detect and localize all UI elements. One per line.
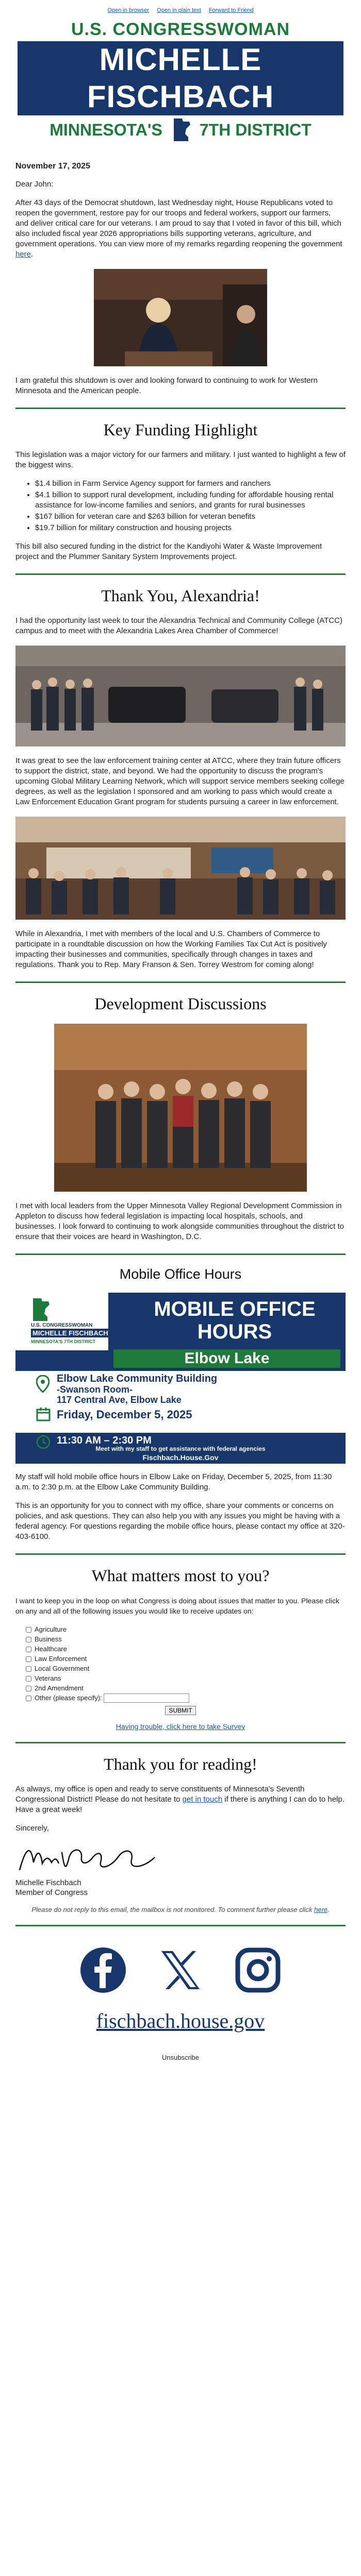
funding-intro: This legislation was a major victory for our farmers and military. I just wanted to highlight a few of the biggest wins. xyxy=(15,450,346,469)
flyer-venue: Elbow Lake Community Building xyxy=(57,1373,218,1384)
district-left-text: MINNESOTA'S xyxy=(50,120,162,139)
survey-option[interactable]: Veterans xyxy=(15,1673,346,1683)
survey-option[interactable]: Agriculture xyxy=(15,1624,346,1634)
location-pin-icon xyxy=(36,1375,50,1393)
section-divider xyxy=(15,573,346,575)
office-hours-title: Mobile Office Hours xyxy=(119,1266,242,1282)
appleton-group-photo xyxy=(54,1024,307,1192)
survey-title: What matters most to you? xyxy=(91,1566,270,1585)
list-item: • $167 billion for veteran care and $263 billion for veteran benefits xyxy=(35,512,346,522)
funding-closing: This bill also secured funding in the district for the Kandiyohi Water & Waste Improvement project and the Plummer Sanitary System Improvements project. xyxy=(15,542,322,561)
flyer-logo-district: MINNESOTA'S 7TH DISTRICT xyxy=(31,1339,95,1344)
flyer-site: Fischbach.House.Gov xyxy=(142,1453,219,1462)
development-title: Development Discussions xyxy=(94,994,267,1013)
list-item: • $4.1 billion to support rural development, including funding for affordable housing rental assistance for low-income families and seniors, and grants for rural businesses xyxy=(35,490,346,511)
closing-title: Thank you for reading! xyxy=(104,1755,257,1773)
veterans-checkbox[interactable] xyxy=(26,1676,31,1682)
alexandria-paragraph-2: It was great to see the law enforcement training center at ATCC, where they train future officers to support the district, state, and beyond. We had the opportunity to discuss the program's upcoming Global Military Learning Network, which will support service members seeking college degrees, as well as the legislation I sponsored and am working to pass which would create a Law Enforcement Education Grant program for students pursuing a career in law enforcement. xyxy=(15,756,344,806)
top-links xyxy=(0,0,361,18)
funding-title: Key Funding Highlight xyxy=(103,420,258,439)
survey-option[interactable]: Healthcare xyxy=(15,1644,346,1654)
flyer-headline: MOBILE OFFICE HOURS xyxy=(154,1298,316,1343)
flyer-town: Elbow Lake xyxy=(113,1349,340,1368)
minnesota-map-icon xyxy=(30,1297,51,1323)
training-center-photo xyxy=(15,646,346,747)
section-divider xyxy=(15,1253,346,1255)
alexandria-paragraph-1: I had the opportunity last week to tour the Alexandria Technical and Community College (ATCC) campus and to meet with the Alexandria Lakes Area Chamber of Commerce! xyxy=(15,616,342,635)
funding-list xyxy=(29,479,346,533)
remarks-link[interactable]: here xyxy=(15,250,31,259)
no-reply-note: Please do not reply to this email, the mailbox is not monitored. To comment further please click here. xyxy=(31,1906,330,1913)
minnesota-map-icon xyxy=(171,118,191,141)
survey-form xyxy=(15,1624,346,1731)
calendar-icon xyxy=(36,1407,51,1421)
intro-after-photo: I am grateful this shutdown is over and looking forward to continuing to work for Western Minnesota and the American people. xyxy=(15,376,318,395)
open-plain-text-link[interactable]: Open in plain text xyxy=(157,7,201,13)
instagram-icon[interactable] xyxy=(235,1947,281,1993)
comment-link[interactable]: here xyxy=(314,1906,328,1913)
flyer-logo-line1: U.S. CONGRESSWOMAN xyxy=(31,1323,93,1328)
flyer-address: 117 Central Ave, Elbow Lake xyxy=(57,1395,182,1405)
survey-option[interactable]: Other (please specify): xyxy=(15,1693,346,1703)
x-icon[interactable] xyxy=(157,1947,204,1993)
flyer-room: -Swanson Room- xyxy=(57,1384,133,1395)
survey-option[interactable]: 2nd Amendment xyxy=(15,1683,346,1693)
flyer-time: 11:30 AM – 2:30 PM xyxy=(57,1435,152,1446)
list-item: • $19.7 billion for military construction and housing projects xyxy=(35,523,346,533)
law-enforcement-checkbox[interactable] xyxy=(26,1656,31,1662)
section-divider xyxy=(15,1925,346,1926)
header-name: MICHELLE FISCHBACH xyxy=(18,41,343,115)
survey-trouble-link[interactable]: Having trouble, click here to take Survey xyxy=(116,1722,245,1731)
flyer-date: Friday, December 5, 2025 xyxy=(57,1408,192,1421)
survey-option[interactable]: Local Government xyxy=(15,1664,346,1673)
district-right-text: 7TH DISTRICT xyxy=(199,120,311,139)
roundtable-photo xyxy=(15,817,346,920)
section-divider xyxy=(15,1742,346,1743)
newsletter-date: November 17, 2025 xyxy=(15,162,90,171)
survey-option[interactable]: Law Enforcement xyxy=(15,1654,346,1664)
signer-name: Michelle Fischbach xyxy=(15,1878,81,1887)
house-floor-photo xyxy=(94,269,267,366)
flyer-cta: Meet with my staff to get assistance with federal agencies xyxy=(95,1445,266,1452)
agriculture-checkbox[interactable] xyxy=(26,1627,31,1633)
facebook-icon[interactable] xyxy=(80,1947,126,1993)
unsubscribe-link[interactable]: Unsubscribe xyxy=(161,2054,200,2061)
section-divider xyxy=(15,981,346,983)
survey-submit-button[interactable]: SUBMIT xyxy=(165,1706,195,1715)
header-title-line: U.S. CONGRESSWOMAN xyxy=(71,20,290,39)
other-specify-input[interactable] xyxy=(104,1693,189,1703)
greeting: Dear John: xyxy=(15,180,54,189)
signer-role: Member of Congress xyxy=(15,1888,88,1897)
open-in-browser-link[interactable]: Open in browser xyxy=(107,7,150,13)
social-links xyxy=(15,1947,346,1993)
local-government-checkbox[interactable] xyxy=(26,1666,31,1672)
survey-intro: I want to keep you in the loop on what Congress is doing about issues that matter to you. Please click on any and all of the following issues you would like to receive updates on: xyxy=(15,1597,340,1615)
development-paragraph: I met with local leaders from the Upper Minnesota Valley Regional Development Commission in Appleton to discuss how federal legislation is impacting local hospitals, schools, and businesses. I look forward to continuing to work alongside communities throughout the district to ensure that their voices are heard in Washington, D.C. xyxy=(15,1201,344,1241)
alexandria-paragraph-3: While in Alexandria, I met with members of the local and U.S. Chambers of Commerce to participate in a roundtable discussion on how the Working Families Tax Cut Act is positively impacting their businesses and communities, specifically through changes in taxes and regulations. Thank you to Rep. Mary Franson & Sen. Torrey Westrom for coming along! xyxy=(15,929,327,969)
business-checkbox[interactable] xyxy=(26,1637,31,1642)
website-link[interactable]: fischbach.house.gov xyxy=(96,2009,265,2032)
office-hours-paragraph-2: This is an opportunity for you to connect with my office, share your comments or concerns on policies, and ask questions. They can also help you with any issues you might be having with a federal agency. For questions regarding the mobile office hours, please contact my office at 320-403-6100. xyxy=(15,1501,345,1541)
other-checkbox[interactable] xyxy=(26,1696,31,1701)
second-amendment-checkbox[interactable] xyxy=(26,1686,31,1691)
sincerely: Sincerely, xyxy=(15,1824,49,1833)
header-banner xyxy=(15,20,346,141)
office-hours-flyer xyxy=(15,1293,346,1464)
closing-paragraph: As always, my office is open and ready to serve constituents of Minnesota's Seventh Congressional District! Please do not hesitate to get in touch if there is anything I can do to help. Have a great week! xyxy=(15,1785,344,1814)
forward-to-friend-link[interactable]: Forward to Friend xyxy=(208,7,254,13)
alexandria-title: Thank You, Alexandria! xyxy=(101,586,260,605)
section-divider xyxy=(15,408,346,409)
list-item: • $1.4 billion in Farm Service Agency support for farmers and ranchers xyxy=(35,479,346,489)
get-in-touch-link[interactable]: get in touch xyxy=(182,1795,223,1804)
section-divider xyxy=(15,1553,346,1555)
header-district xyxy=(15,118,346,141)
intro-paragraph: After 43 days of the Democrat shutdown, last Wednesday night, House Republicans voted to reopen the government, restore pay for our troops and federal workers, support our farmers, and deliver critical care for our veterans. I am proud to say that I voted in favor of this bill, which also included fiscal year 2026 appropriations bills supporting veterans, agriculture, and government operations. You can view more of my remarks regarding reopening the government here. xyxy=(15,198,342,259)
signature-image xyxy=(15,1842,160,1878)
flyer-logo-name: MICHELLE FISCHBACH xyxy=(31,1329,110,1337)
healthcare-checkbox[interactable] xyxy=(26,1647,31,1652)
office-hours-paragraph-1: My staff will hold mobile office hours in Elbow Lake on Friday, December 5, 2025, from 11:30 a.m. to 2:30 p.m. at the Elbow Lake Community Building. xyxy=(15,1472,332,1492)
survey-option[interactable]: Business xyxy=(15,1634,346,1644)
